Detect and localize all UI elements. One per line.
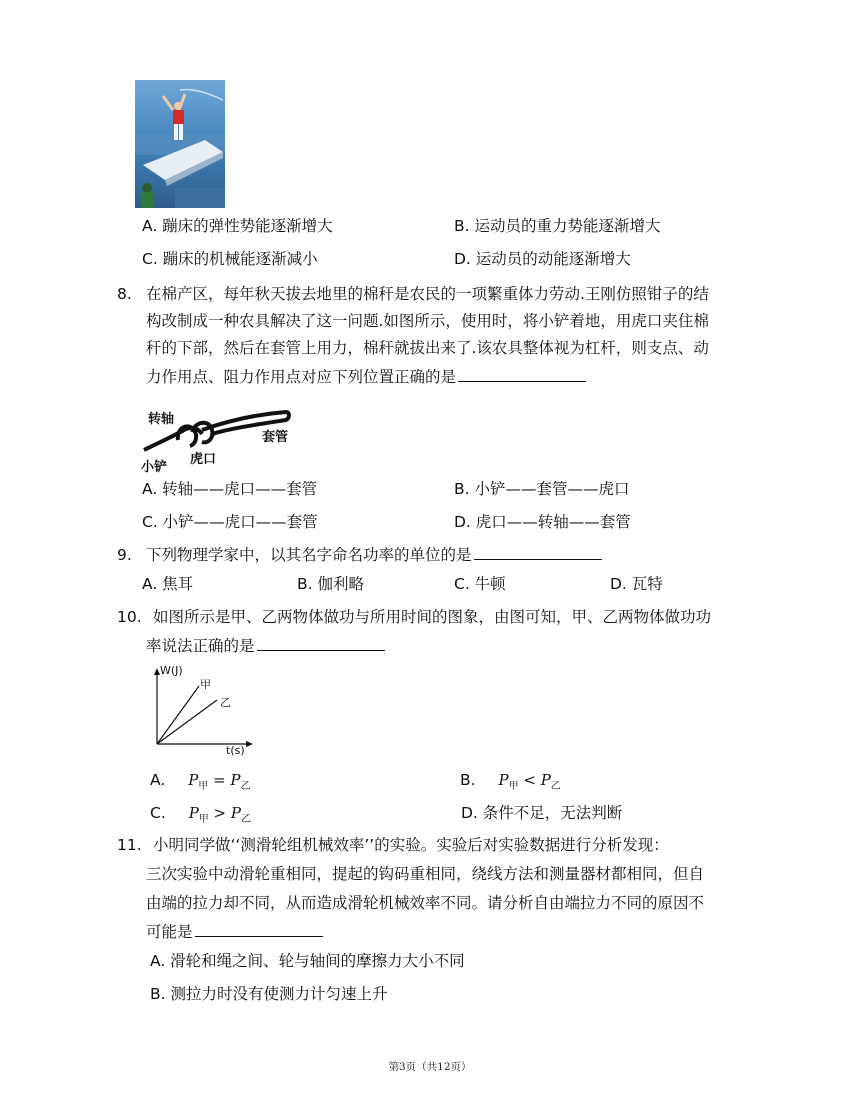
q10-option-c: [150, 803, 251, 830]
q10-a-rhs: P: [230, 771, 241, 789]
q10-b-op: <: [518, 771, 541, 789]
q11-line-3: 由端的拉力却不同，从而造成滑轮机械效率不同。请分析自由端拉力不同的原因不: [146, 894, 705, 912]
q10-option-b-letter: B.: [460, 771, 476, 789]
q10-b-rhs: P: [540, 771, 551, 789]
q10-option-c-letter: C.: [150, 804, 166, 822]
q11-option-b: B. 测拉力时没有使测力计匀速上升: [150, 985, 388, 1003]
q8-option-d: D. 虎口——转轴——套管: [454, 513, 631, 531]
q8-line-4: [146, 367, 586, 387]
q10-label-yi: 乙: [220, 696, 231, 709]
q10-b-rhs-sub: 乙: [550, 781, 561, 792]
q7-option-a: A. 蹦床的弹性势能逐渐增大: [142, 217, 333, 235]
q11-line-4: [146, 922, 323, 942]
q8-number: 8.: [117, 285, 132, 303]
q8-label-shovel: 小铲: [141, 460, 168, 475]
q10-a-rhs-sub: 乙: [240, 781, 251, 792]
q10-line-2: [146, 636, 385, 656]
q11-line-1: 小明同学做‘‘测滑轮组机械效率’’的实验。实验后对实验数据进行分析发现：: [153, 836, 669, 854]
q8-line-3: 秆的下部，然后在套管上用力，棉秆就拔出来了.该农具整体视为杠杆，则支点、动: [146, 339, 709, 357]
q10-b-lhs: P: [498, 771, 509, 789]
q9-answer-blank: [474, 545, 602, 560]
q10-line-2-text: 率说法正确的是: [146, 637, 255, 655]
q9-option-c: C. 牛顿: [454, 575, 506, 593]
q10-answer-blank: [257, 636, 385, 651]
q10-option-a-expr: [188, 771, 251, 792]
q9-text: 下列物理学家中，以其名字命名功率的单位的是: [146, 546, 472, 564]
q9-option-b: B. 伽利略: [297, 575, 364, 593]
q10-option-a-letter: A.: [150, 771, 166, 789]
q8-line-1: 在棉产区，每年秋天拔去地里的棉秆是农民的一项繁重体力劳动.王刚仿照钳子的结: [146, 285, 709, 303]
q9-option-d: D. 瓦特: [610, 575, 663, 593]
q10-a-lhs: P: [188, 771, 199, 789]
q10-c-lhs: P: [188, 804, 199, 822]
q10-c-op: >: [208, 804, 231, 822]
q10-b-lhs-sub: 甲: [508, 781, 519, 792]
q10-option-b: [460, 770, 561, 797]
q10-line-jia: [157, 686, 199, 744]
q10-c-rhs: P: [230, 804, 241, 822]
q10-option-d: D. 条件不足，无法判断: [461, 804, 623, 822]
q9-number: 9.: [117, 546, 132, 564]
q11-line-2: 三次实验中动滑轮重相同，提起的钩码重相同，绕线方法和测量器材都相同，但自: [146, 865, 705, 883]
q8-option-c: C. 小铲——虎口——套管: [142, 513, 318, 531]
q11-line-4-text: 可能是: [146, 923, 193, 941]
q11-option-a: A. 滑轮和绳之间、轮与轴间的摩擦力大小不同: [150, 952, 465, 970]
q9-option-a: A. 焦耳: [142, 575, 194, 593]
q10-line-1: 如图所示是甲、乙两物体做功与所用时间的图象，由图可知，甲、乙两物体做功功: [153, 608, 712, 626]
q10-line-yi: [157, 700, 217, 744]
page-footer: 第3页（共12页）: [388, 1061, 472, 1073]
trampoline-photo: [135, 80, 225, 208]
q10-option-a: [150, 770, 251, 797]
q8-label-jaw: 虎口: [190, 452, 217, 467]
q7-option-d: D. 运动员的动能逐渐增大: [454, 250, 631, 268]
q10-y-axis-label: W(J): [160, 664, 183, 677]
q8-line-4-text: 力作用点、阻力作用点对应下列位置正确的是: [146, 368, 457, 386]
q10-a-lhs-sub: 甲: [198, 781, 209, 792]
q10-label-jia: 甲: [200, 678, 211, 691]
q10-number: 10.: [117, 608, 142, 626]
q11-number: 11.: [117, 836, 142, 854]
q10-x-axis-label: t(s): [226, 744, 245, 757]
q8-label-sleeve: 套管: [262, 430, 289, 445]
q8-option-b: B. 小铲——套管——虎口: [454, 480, 630, 498]
q8-option-a: A. 转轴——虎口——套管: [142, 480, 318, 498]
q8-line-2: 构改制成一种农具解决了这一问题.如图所示，使用时，将小铲着地，用虎口夹住棉: [146, 312, 709, 330]
trampoline-photo-drawing: [135, 80, 225, 208]
q7-option-c: C. 蹦床的机械能逐渐减小: [142, 250, 318, 268]
q11-answer-blank: [195, 922, 323, 937]
q10-option-c-expr: [188, 804, 251, 825]
q10-c-lhs-sub: 甲: [198, 814, 209, 825]
q10-a-op: =: [208, 771, 231, 789]
q7-option-b: B. 运动员的重力势能逐渐增大: [454, 217, 661, 235]
q10-option-b-expr: [498, 771, 561, 792]
q9-text-line: [146, 545, 602, 565]
q10-c-rhs-sub: 乙: [240, 814, 251, 825]
q8-label-pivot: 转轴: [148, 412, 175, 427]
q8-answer-blank: [458, 367, 586, 382]
